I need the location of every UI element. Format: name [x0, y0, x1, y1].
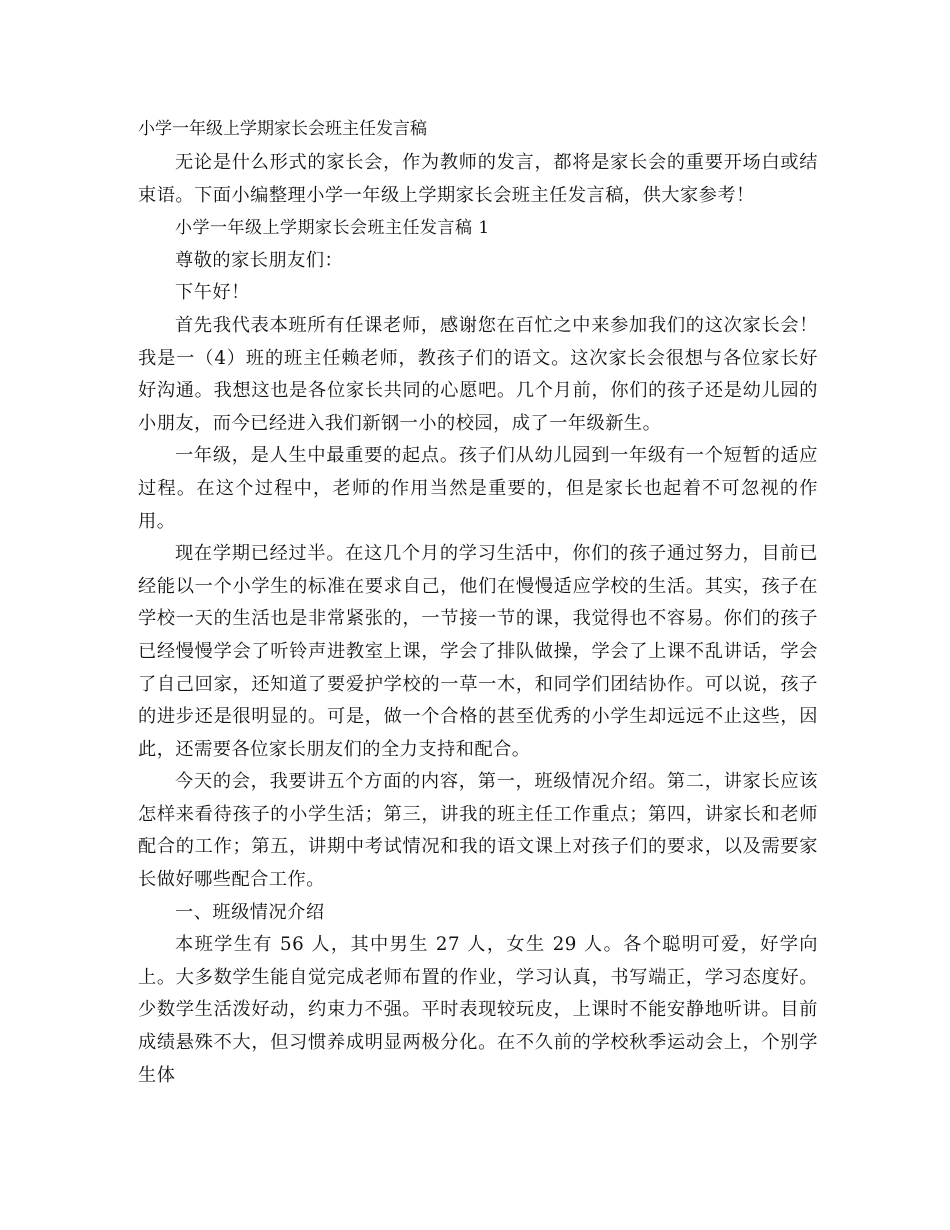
intro-paragraph: 无论是什么形式的家长会，作为教师的发言，都将是家长会的重要开场白或结束语。下面小编整理小学一年级上学期家长会班主任发言稿，供大家参考！	[138, 152, 818, 206]
document-title: 小学一年级上学期家长会班主任发言稿	[138, 119, 427, 139]
body-paragraph-class-info: 本班学生有 56 人，其中男生 27 人，女生 29 人。各个聪明可爱，好学向上。大多数学生能自觉完成老师布置的作业，学习认真，书写端正，学习态度好。少数学生活泼好动，约束力不强。平时表现较玩皮，上课时不能安静地听讲。目前成绩悬殊不大，但习惯养成明显两极分化。在不久前的学校秋季运动会上，个别学生体	[138, 934, 818, 1086]
body-paragraph-agenda: 今天的会，我要讲五个方面的内容，第一，班级情况介绍。第二，讲家长应该怎样来看待孩子的小学生活；第三，讲我的班主任工作重点；第四，讲家长和老师配合的工作；第五，讲期中考试情况和我的语文课上对孩子们的要求，以及需要家长做好哪些配合工作。	[138, 771, 818, 891]
greeting: 下午好！	[175, 282, 250, 304]
body-paragraph-first-grade: 一年级，是人生中最重要的起点。孩子们从幼儿园到一年级有一个短暂的适应过程。在这个过程中，老师的作用当然是重要的，但是家长也起着不可忽视的作用。	[138, 445, 818, 532]
body-paragraph-opening: 首先我代表本班所有任课老师，感谢您在百忙之中来参加我们的这次家长会！我是一（4）班的班主任赖老师，教孩子们的语文。这次家长会很想与各位家长好好沟通。我想这也是各位家长共同的心愿吧。几个月前，你们的孩子还是幼儿园的小朋友，而今已经进入我们新钢一小的校园，成了一年级新生。	[138, 314, 818, 434]
body-paragraph-progress: 现在学期已经过半。在这几个月的学习生活中，你们的孩子通过努力，目前已经能以一个小学生的标准在要求自己，他们在慢慢适应学校的生活。其实，孩子在学校一天的生活也是非常紧张的，一节接一节的课，我觉得也不容易。你们的孩子已经慢慢学会了听铃声进教室上课，学会了排队做操，学会了上课不乱讲话，学会了自己回家，还知道了要爱护学校的一草一木，和同学们团结协作。可以说，孩子的进步还是很明显的。可是，做一个合格的甚至优秀的小学生却远远不止这些，因此，还需要各位家长朋友们的全力支持和配合。	[138, 543, 818, 760]
subsection-heading: 一、班级情况介绍	[175, 901, 325, 923]
salutation: 尊敬的家长朋友们：	[175, 249, 344, 271]
document-page	[138, 116, 818, 1092]
section-heading: 小学一年级上学期家长会班主任发言稿 1	[175, 218, 490, 239]
